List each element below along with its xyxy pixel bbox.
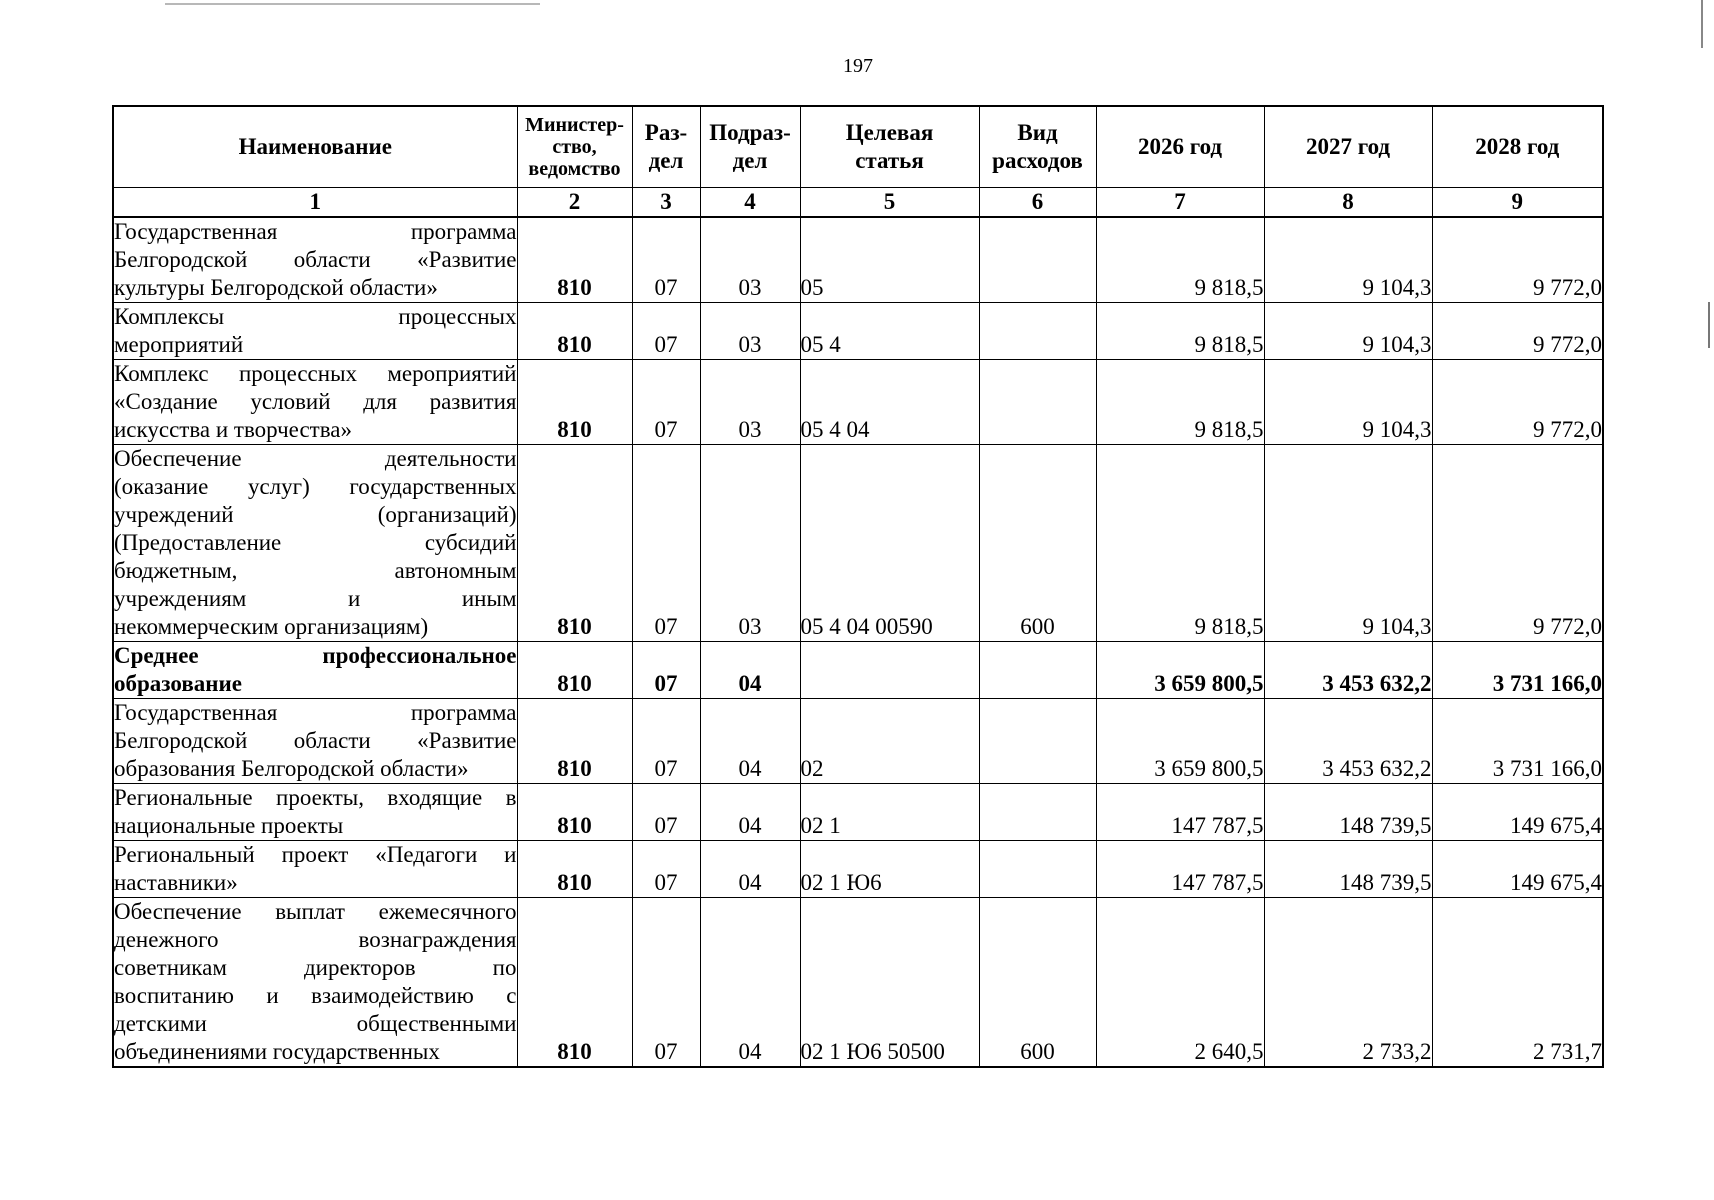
row-name-line: Государственная программа bbox=[114, 219, 517, 244]
row-name-line: Белгородской области «Развитие bbox=[114, 728, 517, 753]
row-2027: 9 104,3 bbox=[1264, 360, 1432, 445]
row-target: 05 4 bbox=[800, 303, 979, 360]
row-name bbox=[113, 217, 517, 303]
header-podrazdel-line: Подраз- bbox=[709, 120, 791, 145]
column-number: 5 bbox=[800, 188, 979, 218]
row-razdel: 07 bbox=[632, 217, 700, 303]
row-name-line: Обеспечение выплат ежемесячного bbox=[114, 899, 517, 924]
header-razdel bbox=[632, 106, 700, 188]
header-2027: 2027 год bbox=[1264, 106, 1432, 188]
column-number: 9 bbox=[1432, 188, 1603, 218]
row-name-line: образования Белгородской области» bbox=[114, 756, 469, 781]
header-target bbox=[800, 106, 979, 188]
row-name-line: искусства и творчества» bbox=[114, 417, 352, 442]
row-2027: 2 733,2 bbox=[1264, 898, 1432, 1068]
header-name: Наименование bbox=[113, 106, 517, 188]
header-row bbox=[113, 106, 1603, 188]
header-vid-line: расходов bbox=[992, 148, 1083, 173]
row-name-line: воспитанию и взаимодействию с bbox=[114, 983, 517, 1008]
row-2026: 2 640,5 bbox=[1096, 898, 1264, 1068]
table-row bbox=[113, 217, 1603, 303]
row-target bbox=[800, 642, 979, 699]
row-ministry: 810 bbox=[517, 217, 632, 303]
row-name-line: наставники» bbox=[114, 870, 238, 895]
row-vid bbox=[979, 303, 1096, 360]
table-body bbox=[113, 217, 1603, 1067]
header-target-line: Целевая bbox=[845, 120, 934, 145]
row-ministry: 810 bbox=[517, 784, 632, 841]
row-name bbox=[113, 445, 517, 642]
row-2026: 9 818,5 bbox=[1096, 360, 1264, 445]
row-name-line: Региональный проект «Педагоги и bbox=[114, 842, 517, 867]
column-number: 3 bbox=[632, 188, 700, 218]
row-2027: 9 104,3 bbox=[1264, 217, 1432, 303]
row-razdel: 07 bbox=[632, 360, 700, 445]
header-ministry bbox=[517, 106, 632, 188]
row-name-line: детскими общественными bbox=[114, 1011, 517, 1036]
row-name bbox=[113, 642, 517, 699]
header-podrazdel-line: дел bbox=[732, 148, 768, 173]
row-name-line: (оказание услуг) государственных bbox=[114, 474, 517, 499]
row-razdel: 07 bbox=[632, 303, 700, 360]
row-2028: 149 675,4 bbox=[1432, 784, 1603, 841]
row-podrazdel: 04 bbox=[700, 898, 800, 1068]
row-vid bbox=[979, 784, 1096, 841]
row-name-line: культуры Белгородской области» bbox=[114, 275, 438, 300]
row-vid: 600 bbox=[979, 898, 1096, 1068]
row-name-line: (Предоставление субсидий bbox=[114, 530, 517, 555]
row-ministry: 810 bbox=[517, 841, 632, 898]
row-name-line: Белгородской области «Развитие bbox=[114, 247, 517, 272]
row-podrazdel: 04 bbox=[700, 841, 800, 898]
column-number: 4 bbox=[700, 188, 800, 218]
row-2027: 3 453 632,2 bbox=[1264, 699, 1432, 784]
table-row bbox=[113, 303, 1603, 360]
row-name-line: учреждений (организаций) bbox=[114, 502, 517, 527]
row-2026: 147 787,5 bbox=[1096, 784, 1264, 841]
row-name bbox=[113, 699, 517, 784]
row-name-line: мероприятий bbox=[114, 332, 244, 357]
row-ministry: 810 bbox=[517, 898, 632, 1068]
row-podrazdel: 03 bbox=[700, 445, 800, 642]
row-ministry: 810 bbox=[517, 642, 632, 699]
row-2026: 147 787,5 bbox=[1096, 841, 1264, 898]
row-name-line: Комплекс процессных мероприятий bbox=[114, 361, 517, 386]
row-name-line: Государственная программа bbox=[114, 700, 517, 725]
row-vid bbox=[979, 217, 1096, 303]
row-2026: 9 818,5 bbox=[1096, 217, 1264, 303]
column-number: 7 bbox=[1096, 188, 1264, 218]
row-2028: 9 772,0 bbox=[1432, 217, 1603, 303]
row-podrazdel: 03 bbox=[700, 360, 800, 445]
row-name-line: образование bbox=[114, 671, 242, 696]
header-vid bbox=[979, 106, 1096, 188]
row-name bbox=[113, 784, 517, 841]
row-name bbox=[113, 841, 517, 898]
row-2028: 3 731 166,0 bbox=[1432, 699, 1603, 784]
row-target: 02 bbox=[800, 699, 979, 784]
right-scan-edge bbox=[1701, 0, 1703, 48]
row-2026: 9 818,5 bbox=[1096, 303, 1264, 360]
row-2027: 148 739,5 bbox=[1264, 784, 1432, 841]
row-target: 05 4 04 bbox=[800, 360, 979, 445]
row-razdel: 07 bbox=[632, 898, 700, 1068]
row-razdel: 07 bbox=[632, 642, 700, 699]
row-target: 02 1 Ю6 50500 bbox=[800, 898, 979, 1068]
top-scan-rule bbox=[165, 3, 540, 5]
row-ministry: 810 bbox=[517, 699, 632, 784]
row-razdel: 07 bbox=[632, 445, 700, 642]
row-name-line: Региональные проекты, входящие в bbox=[114, 785, 517, 810]
row-target: 05 bbox=[800, 217, 979, 303]
row-vid bbox=[979, 699, 1096, 784]
row-2026: 9 818,5 bbox=[1096, 445, 1264, 642]
row-target: 02 1 Ю6 bbox=[800, 841, 979, 898]
row-name-line: Комплексы процессных bbox=[114, 304, 517, 329]
row-2027: 9 104,3 bbox=[1264, 445, 1432, 642]
row-razdel: 07 bbox=[632, 784, 700, 841]
row-2027: 3 453 632,2 bbox=[1264, 642, 1432, 699]
row-name-line: учреждениям и иным bbox=[114, 586, 517, 611]
column-number: 6 bbox=[979, 188, 1096, 218]
row-name-line: Среднее профессиональное bbox=[114, 643, 517, 668]
table-row bbox=[113, 642, 1603, 699]
header-2026: 2026 год bbox=[1096, 106, 1264, 188]
row-name-line: советникам директоров по bbox=[114, 955, 517, 980]
row-2028: 9 772,0 bbox=[1432, 360, 1603, 445]
row-podrazdel: 03 bbox=[700, 303, 800, 360]
budget-table bbox=[112, 105, 1604, 1068]
row-ministry: 810 bbox=[517, 303, 632, 360]
row-vid: 600 bbox=[979, 445, 1096, 642]
page-number: 197 bbox=[843, 55, 873, 77]
row-name bbox=[113, 360, 517, 445]
row-name-line: денежного вознаграждения bbox=[114, 927, 517, 952]
header-vid-line: Вид bbox=[1017, 120, 1058, 145]
header-podrazdel bbox=[700, 106, 800, 188]
row-2026: 3 659 800,5 bbox=[1096, 642, 1264, 699]
row-ministry: 810 bbox=[517, 360, 632, 445]
row-2028: 9 772,0 bbox=[1432, 303, 1603, 360]
row-name-line: национальные проекты bbox=[114, 813, 344, 838]
row-target: 02 1 bbox=[800, 784, 979, 841]
column-number: 1 bbox=[113, 188, 517, 218]
header-ministry-line: ведомство bbox=[528, 158, 621, 180]
header-ministry-line: Министер- bbox=[525, 114, 624, 136]
row-ministry: 810 bbox=[517, 445, 632, 642]
row-2028: 2 731,7 bbox=[1432, 898, 1603, 1068]
row-2028: 3 731 166,0 bbox=[1432, 642, 1603, 699]
row-podrazdel: 04 bbox=[700, 784, 800, 841]
header-razdel-line: Раз- bbox=[644, 120, 688, 145]
row-2028: 9 772,0 bbox=[1432, 445, 1603, 642]
column-number: 8 bbox=[1264, 188, 1432, 218]
row-podrazdel: 04 bbox=[700, 699, 800, 784]
row-podrazdel: 04 bbox=[700, 642, 800, 699]
header-razdel-line: дел bbox=[648, 148, 684, 173]
row-2028: 149 675,4 bbox=[1432, 841, 1603, 898]
row-2027: 148 739,5 bbox=[1264, 841, 1432, 898]
table-row bbox=[113, 445, 1603, 642]
column-number: 2 bbox=[517, 188, 632, 218]
row-name-line: некоммерческим организациям) bbox=[114, 614, 429, 639]
row-2027: 9 104,3 bbox=[1264, 303, 1432, 360]
header-2028: 2028 год bbox=[1432, 106, 1603, 188]
row-name-line: Обеспечение деятельности bbox=[114, 446, 517, 471]
column-number-row bbox=[113, 188, 1603, 218]
row-name bbox=[113, 303, 517, 360]
row-razdel: 07 bbox=[632, 699, 700, 784]
row-podrazdel: 03 bbox=[700, 217, 800, 303]
table-row bbox=[113, 784, 1603, 841]
row-name-line: «Создание условий для развития bbox=[114, 389, 517, 414]
right-scan-mark bbox=[1708, 302, 1710, 348]
header-ministry-line: ство, bbox=[552, 136, 597, 158]
table-row bbox=[113, 898, 1603, 1068]
table-row bbox=[113, 841, 1603, 898]
header-target-line: статья bbox=[855, 148, 924, 173]
table-row bbox=[113, 699, 1603, 784]
row-name-line: объединениями государственных bbox=[114, 1039, 440, 1064]
row-2026: 3 659 800,5 bbox=[1096, 699, 1264, 784]
row-target: 05 4 04 00590 bbox=[800, 445, 979, 642]
row-name bbox=[113, 898, 517, 1068]
row-vid bbox=[979, 360, 1096, 445]
row-razdel: 07 bbox=[632, 841, 700, 898]
row-vid bbox=[979, 841, 1096, 898]
row-vid bbox=[979, 642, 1096, 699]
table-row bbox=[113, 360, 1603, 445]
row-name-line: бюджетным, автономным bbox=[114, 558, 517, 583]
